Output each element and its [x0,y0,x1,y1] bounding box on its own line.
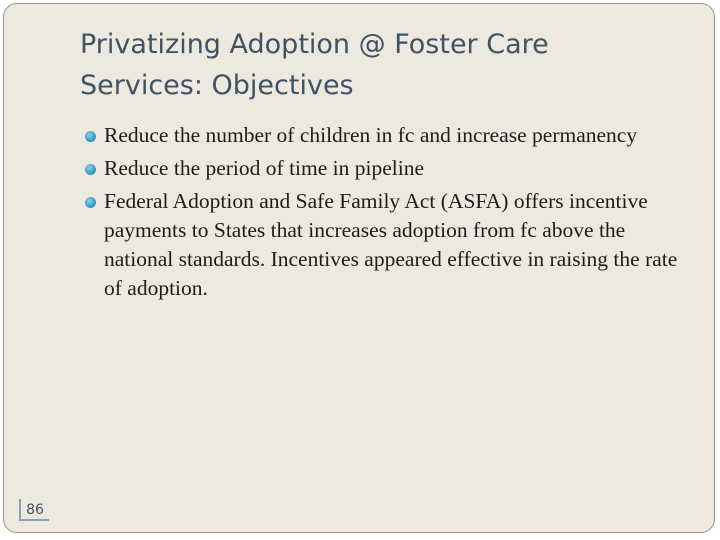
page-number: 86 [19,499,49,521]
bullet-dot-icon [85,197,96,208]
bullet-list [84,121,684,307]
slide-title-line-2: Services: Objectives [80,70,354,101]
bullet-text: Reduce the period of time in pipeline [104,156,425,180]
slide-title [80,24,690,106]
bullet-item [84,154,684,183]
bullet-text: Federal Adoption and Safe Family Act (ASFA) offers incentive payments to States that increases adoption from fc above the national standards. Incentives appeared effective in raising the rate of adoption. [104,189,678,300]
bullet-dot-icon [85,164,96,175]
bullet-item [84,121,684,150]
slide [3,3,715,533]
slide-title-line-1: Privatizing Adoption @ Foster Care [80,29,549,60]
bullet-item [84,187,684,303]
bullet-text: Reduce the number of children in fc and increase permanency [104,123,638,147]
bullet-dot-icon [85,131,96,142]
